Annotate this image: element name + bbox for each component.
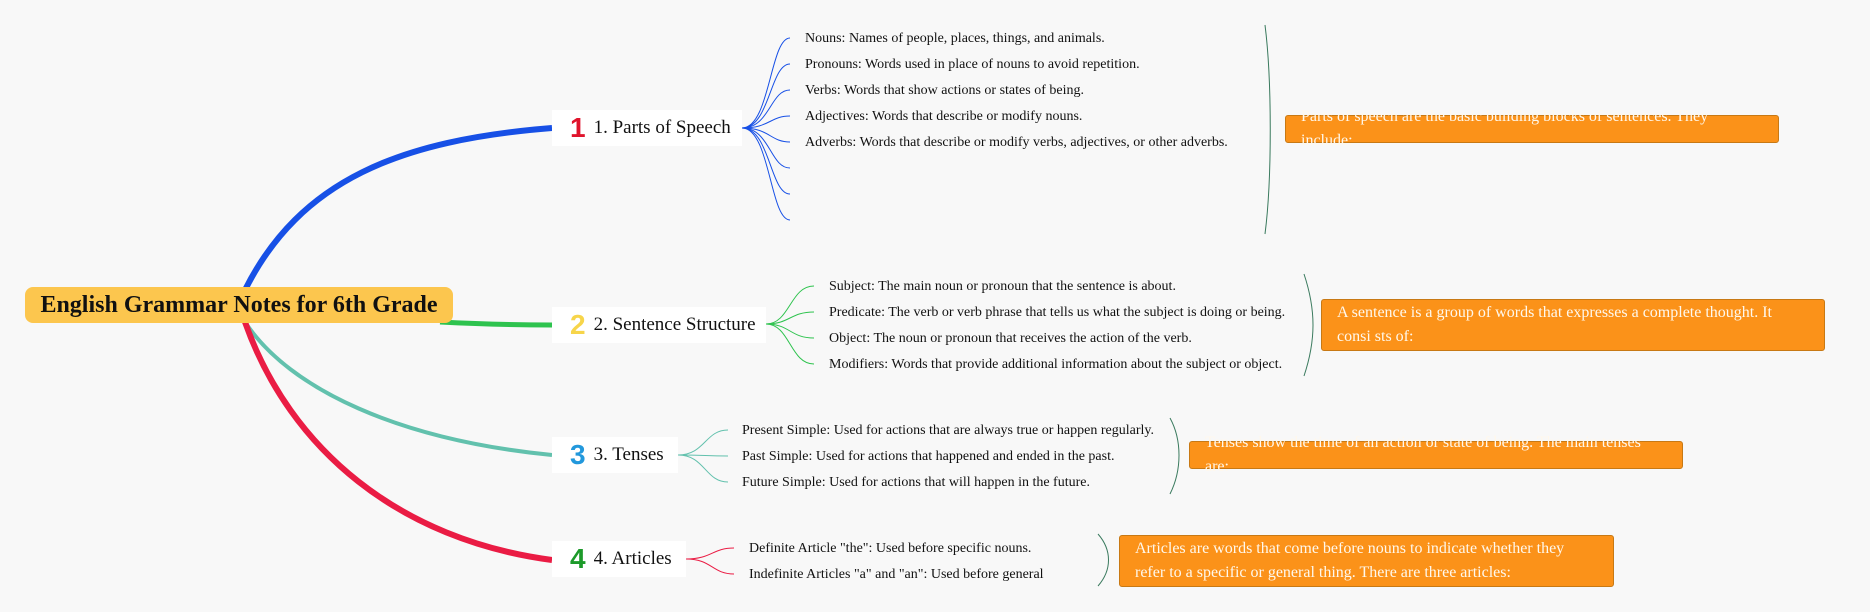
number-1-icon: 1 <box>570 112 586 143</box>
topic-label: 2. Sentence Structure <box>593 314 756 335</box>
leaf-links-parts-of-speech <box>742 38 790 220</box>
brace-tenses <box>1170 418 1179 494</box>
subtopic-predicate[interactable]: Predicate: The verb or verb phrase that tells us what the subject is doing or being. <box>829 305 1286 320</box>
note-parts-of-speech[interactable]: Parts of speech are the basic building blocks of sentences. They include: <box>1285 115 1779 143</box>
branch-link-sentence-structure <box>440 322 552 325</box>
note-articles[interactable]: Articles are words that come before nouns to indicate whether they refer to a specific or general thing. There are three articles: <box>1119 535 1614 587</box>
note-tenses[interactable]: Tenses show the time of an action or state of being. The main tenses are: <box>1189 441 1683 469</box>
subtopic-subject[interactable]: Subject: The main noun or pronoun that the sentence is about. <box>829 279 1176 294</box>
brace-articles <box>1098 534 1109 586</box>
subtopic-verbs[interactable]: Verbs: Words that show actions or states of being. <box>805 83 1084 98</box>
brace-parts-of-speech <box>1265 25 1270 234</box>
branch-link-tenses <box>245 322 552 455</box>
subtopic-future-simple[interactable]: Future Simple: Used for actions that will happen in the future. <box>742 475 1090 490</box>
topic-sentence-structure[interactable] <box>552 307 766 343</box>
subtopic-adjectives[interactable]: Adjectives: Words that describe or modify nouns. <box>805 109 1083 124</box>
topic-label: 4. Articles <box>593 548 672 569</box>
branch-link-parts-of-speech <box>245 128 552 290</box>
subtopic-modifiers[interactable]: Modifiers: Words that provide additional information about the subject or object. <box>829 357 1283 372</box>
brace-sentence-structure <box>1304 274 1313 376</box>
topic-label: 1. Parts of Speech <box>593 117 731 138</box>
subtopic-nouns[interactable]: Nouns: Names of people, places, things, and animals. <box>805 31 1105 46</box>
subtopic-indefinite-articles[interactable]: Indefinite Articles "a" and "an": Used before general <box>749 567 1044 582</box>
leaf-links-sentence-structure <box>766 286 814 364</box>
leaf-links-articles <box>686 548 734 574</box>
subtopic-past-simple[interactable]: Past Simple: Used for actions that happened and ended in the past. <box>742 449 1115 464</box>
topic-tenses[interactable] <box>552 437 678 473</box>
subtopic-pronouns[interactable]: Pronouns: Words used in place of nouns to avoid repetition. <box>805 57 1140 72</box>
topic-parts-of-speech[interactable] <box>552 110 742 146</box>
note-sentence-structure[interactable]: A sentence is a group of words that expresses a complete thought. It consi sts of: <box>1321 299 1825 351</box>
subtopic-present-simple[interactable]: Present Simple: Used for actions that are always true or happen regularly. <box>742 423 1154 438</box>
number-3-icon: 3 <box>570 439 586 470</box>
root-title: English Grammar Notes for 6th Grade <box>40 291 438 318</box>
branch-link-articles <box>245 322 552 560</box>
subtopic-definite-article[interactable]: Definite Article "the": Used before specific nouns. <box>749 541 1032 556</box>
number-2-icon: 2 <box>570 309 586 340</box>
topic-label: 3. Tenses <box>593 444 664 465</box>
root-topic[interactable] <box>25 287 453 323</box>
subtopic-adverbs[interactable]: Adverbs: Words that describe or modify verbs, adjectives, or other adverbs. <box>805 135 1228 150</box>
subtopic-object[interactable]: Object: The noun or pronoun that receives the action of the verb. <box>829 331 1192 346</box>
number-4-icon: 4 <box>570 543 586 574</box>
topic-articles[interactable] <box>552 541 686 577</box>
leaf-links-tenses <box>678 430 728 482</box>
